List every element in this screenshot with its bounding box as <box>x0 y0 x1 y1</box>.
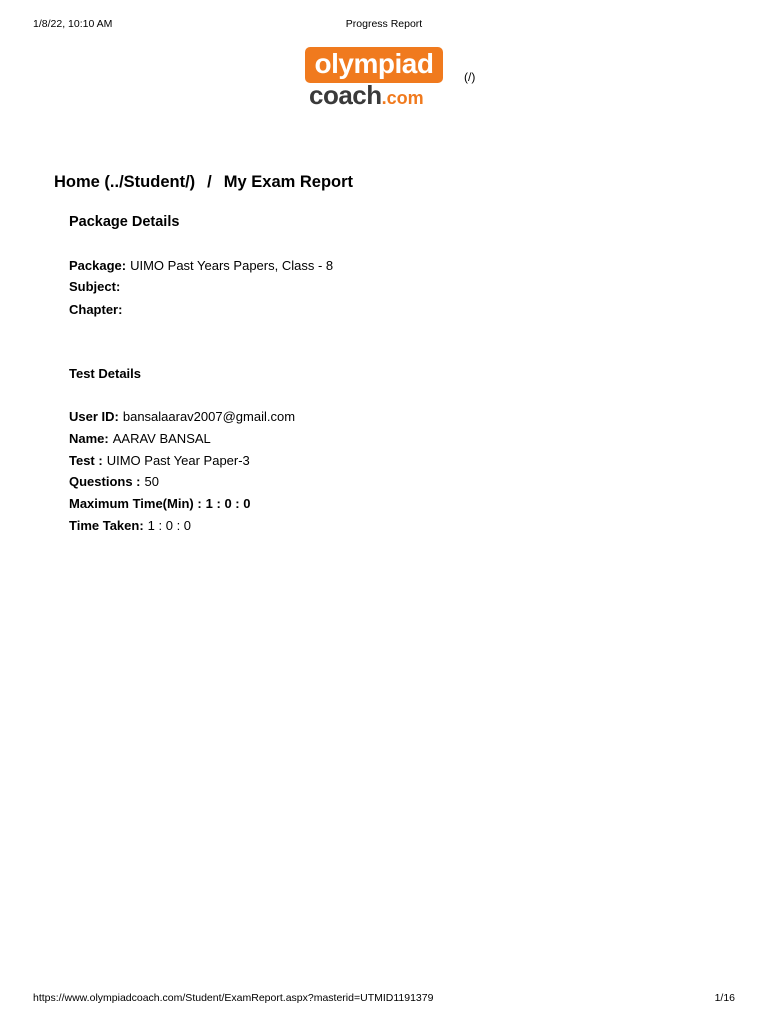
questions-row <box>69 473 159 491</box>
user-id-label: User ID: <box>69 409 119 424</box>
breadcrumb-home-link[interactable]: Home (../Student/) <box>54 173 196 191</box>
print-footer <box>33 992 735 1006</box>
chapter-label: Chapter: <box>69 302 123 317</box>
print-datetime: 1/8/22, 10:10 AM <box>33 18 113 30</box>
package-row <box>69 257 333 275</box>
logo-tld: .com <box>381 88 424 108</box>
test-details-title: Test Details <box>69 366 142 381</box>
package-details-title: Package Details <box>69 214 180 230</box>
questions-value: 50 <box>144 474 159 489</box>
logo-bottom-text <box>309 80 449 110</box>
breadcrumb-separator: / <box>207 173 212 191</box>
user-id-row <box>69 408 295 426</box>
test-label: Test : <box>69 453 103 468</box>
print-header <box>33 18 735 32</box>
print-footer-url: https://www.olympiadcoach.com/Student/ExamReport.aspx?masterid=UTMID1191379 <box>33 992 434 1004</box>
time-taken-value: 1 : 0 : 0 <box>147 518 192 533</box>
package-value: UIMO Past Years Papers, Class - 8 <box>130 258 334 273</box>
time-taken-label: Time Taken: <box>69 518 144 533</box>
name-label: Name: <box>69 431 109 446</box>
logo-link-text[interactable]: (/) <box>464 70 476 84</box>
package-label: Package: <box>69 258 127 273</box>
logo-coach-word: coach <box>309 80 382 110</box>
chapter-row <box>69 301 126 319</box>
test-row <box>69 452 250 470</box>
max-time-row <box>69 495 250 513</box>
name-row <box>69 430 211 448</box>
name-value: AARAV BANSAL <box>112 431 211 446</box>
subject-row <box>69 278 124 296</box>
breadcrumb-current: My Exam Report <box>223 173 354 191</box>
time-taken-row <box>69 517 191 535</box>
test-value: UIMO Past Year Paper-3 <box>106 453 250 468</box>
max-time-value: 1 : 0 : 0 <box>205 496 251 511</box>
print-title: Progress Report <box>345 18 423 30</box>
subject-label: Subject: <box>69 279 121 294</box>
user-id-value: bansalaarav2007@gmail.com <box>122 409 296 424</box>
breadcrumb <box>54 173 353 192</box>
print-page-number: 1/16 <box>714 992 735 1004</box>
olympiad-coach-logo[interactable] <box>296 44 452 112</box>
questions-label: Questions : <box>69 474 141 489</box>
max-time-label: Maximum Time(Min) : <box>69 496 202 511</box>
logo-top-text: olympiad <box>305 47 443 83</box>
